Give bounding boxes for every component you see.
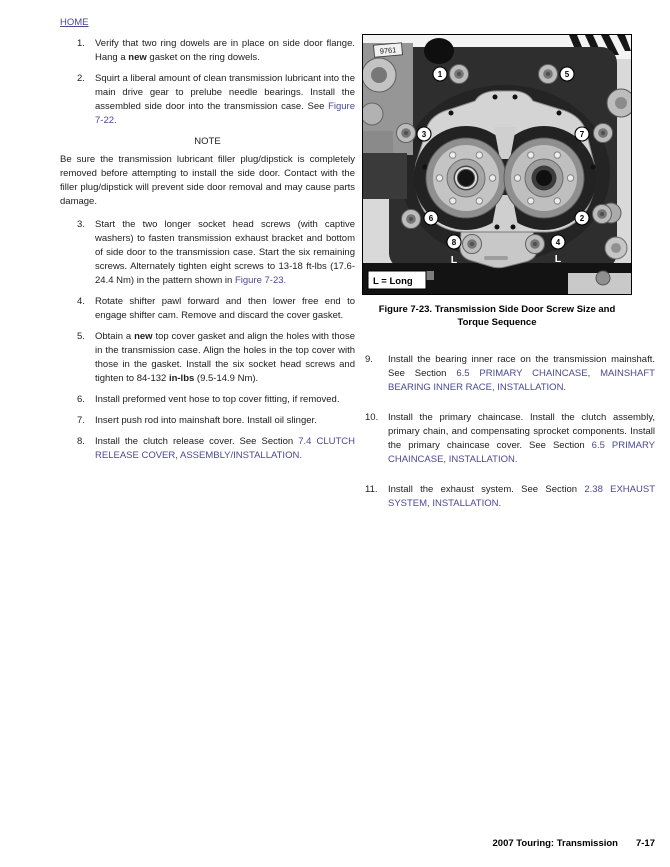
callout-7 [575, 127, 589, 141]
long-screw-label: L [554, 253, 562, 265]
step-number: 4. [77, 296, 85, 307]
step-body [95, 330, 355, 386]
step-item [60, 393, 355, 407]
callout-number: 6 [428, 213, 434, 223]
steps-list-3-8 [60, 218, 355, 463]
section-link[interactable]: 7.4 CLUTCH RELEASE COVER, ASSEMBLY/INSTALLATION. [95, 436, 355, 461]
section-link[interactable]: 2.38 EXHAUST SYSTEM, INSTALLATION. [388, 484, 656, 509]
screw-head [539, 65, 558, 84]
section-link[interactable]: Figure 7-23. [234, 275, 287, 286]
step-body [95, 414, 355, 428]
bearing-bolt [554, 198, 560, 204]
bearing-bolt [489, 175, 495, 181]
bearing-bolt [476, 198, 482, 204]
step-item [60, 295, 355, 323]
section-link[interactable]: 6.5 PRIMARY CHAINCASE, INSTALLATION. [388, 440, 655, 465]
callout-3 [417, 127, 431, 141]
section-link[interactable]: Figure 7-22. [95, 101, 355, 126]
step-body [95, 295, 355, 323]
step-item [60, 218, 355, 288]
step-number: 7. [77, 415, 85, 426]
bearing-bolt [436, 175, 442, 181]
bearing-bolt [514, 175, 520, 181]
step-item [365, 353, 655, 395]
step-text: Install the exhaust system. See Section [388, 484, 585, 495]
step-text: gasket on the ring dowels. [146, 52, 260, 63]
footer-page-number: 7-17 [635, 838, 655, 849]
callout-number: 8 [451, 237, 457, 247]
step-item [60, 72, 355, 128]
figure-caption: Figure 7-23. Transmission Side Door Screw Size and Torque Sequence [378, 304, 616, 328]
step-body [95, 218, 355, 288]
bold-text: in-lbs [168, 373, 195, 384]
bearing-bolt [450, 152, 456, 158]
left-column [60, 12, 355, 470]
step-text: Insert push rod into mainshaft bore. Install oil slinger. [95, 415, 317, 426]
steps-list-9-11 [365, 353, 655, 511]
screw-head [402, 210, 421, 229]
callout-1 [433, 67, 447, 81]
photo-id-label [374, 43, 403, 57]
step-text: Install the primary chaincase. Install the clutch assembly, primary chain, and compensating sprocket components. Install the primary chaincase cover. See Section [388, 412, 655, 451]
step-number: 2. [77, 73, 85, 84]
step-item [365, 483, 655, 511]
step-text: Verify that two ring dowels are in place on side door flange. Hang a [95, 38, 355, 63]
left-machinery [363, 43, 413, 199]
step-text: Install the clutch release cover. See Section [95, 436, 299, 447]
figure-legend [368, 271, 426, 289]
screw-head [526, 235, 545, 254]
callout-5 [560, 67, 574, 81]
step-text: Rotate shifter pawl forward and then lower free end to engage shifter cam. Remove and discard the cover gasket. [95, 296, 355, 321]
step-number: 8. [77, 436, 85, 447]
figure-photo-svg [363, 35, 631, 294]
step-item [60, 435, 355, 463]
step-text: Start the two longer socket head screws (with captive washers) to fasten transmission exhaust bracket and bottom of side door to the transmission case. Start the six remaining screws. Alternately tighten eight screws to 13-18 ft-lbs (17.6-24.4 Nm) in the pattern shown in [95, 219, 355, 286]
step-number: 5. [77, 331, 85, 342]
bearing-bolt [528, 198, 534, 204]
step-body [388, 353, 655, 395]
note-heading: NOTE [194, 136, 221, 147]
screw-head [593, 205, 612, 224]
long-screw-label: L [450, 254, 458, 266]
bearing-bolt [528, 152, 534, 158]
step-number: 3. [77, 219, 85, 230]
callout-4 [551, 235, 565, 249]
callout-number: 2 [579, 213, 585, 223]
step-text: Squirt a liberal amount of clean transmission lubricant into the main drive gear to prelube needle bearings. Install the assembled side door into the transmission case. See [95, 73, 355, 112]
home-link[interactable]: HOME [60, 17, 89, 28]
callout-6 [424, 211, 438, 225]
callout-2 [575, 211, 589, 225]
step-item [60, 330, 355, 386]
step-body [388, 483, 655, 511]
note-body: Be sure the transmission lubricant filler plug/dipstick is completely removed before attempting to install the side door. Contact with the filler plug/dipstick will prevent side door removal and may cause parts damage. [60, 154, 355, 207]
step-body [95, 393, 355, 407]
step-text: Install preformed vent hose to top cover fitting, if removed. [95, 394, 340, 405]
step-item [365, 411, 655, 467]
step-body [95, 435, 355, 463]
step-body [95, 72, 355, 128]
steps-list-1-2 [60, 37, 355, 128]
step-text: Obtain a [95, 331, 135, 342]
step-number: 9. [365, 354, 373, 365]
callout-number: 1 [437, 69, 443, 79]
bold-text: new [128, 52, 147, 63]
step-item [60, 414, 355, 428]
step-number: 1. [77, 38, 85, 49]
bearing-bolt [567, 175, 573, 181]
callout-number: 5 [564, 69, 570, 79]
step-text: (9.5-14.9 Nm). [194, 373, 259, 384]
bearing-bolt [554, 152, 560, 158]
step-body [95, 37, 355, 65]
callout-number: 4 [555, 237, 561, 247]
step-number: 10. [365, 412, 379, 423]
screw-head [397, 124, 416, 143]
screw-head [594, 124, 613, 143]
step-number: 6. [77, 394, 85, 405]
callout-8 [447, 235, 461, 249]
step-body [388, 411, 655, 467]
bearing-bolt [450, 198, 456, 204]
screw-head [463, 235, 482, 254]
figure-legend-text: L = Long [373, 276, 413, 287]
figure-7-23-photo [362, 34, 632, 295]
right-column [362, 34, 655, 527]
bearing-bolt [476, 152, 482, 158]
step-number: 11. [365, 484, 378, 495]
step-text: Install the bearing inner race on the transmission mainshaft. See Section [388, 354, 655, 379]
screw-head [450, 65, 469, 84]
footer-title: 2007 Touring: Transmission [492, 838, 618, 849]
callout-number: 3 [421, 129, 427, 139]
callout-number: 7 [579, 129, 585, 139]
bold-text: new [134, 331, 153, 342]
step-item [60, 37, 355, 65]
step-text: top cover gasket and align the holes with those in the transmission case. Align the holes in the top cover with those in the gasket. Install the six socket head screws and tighten to 84-132 [95, 331, 355, 384]
photo-id-text: 9761 [379, 45, 397, 56]
page-footer [0, 838, 655, 849]
section-link[interactable]: 6.5 PRIMARY CHAINCASE, MAINSHAFT BEARING INNER RACE, INSTALLATION. [388, 368, 655, 393]
